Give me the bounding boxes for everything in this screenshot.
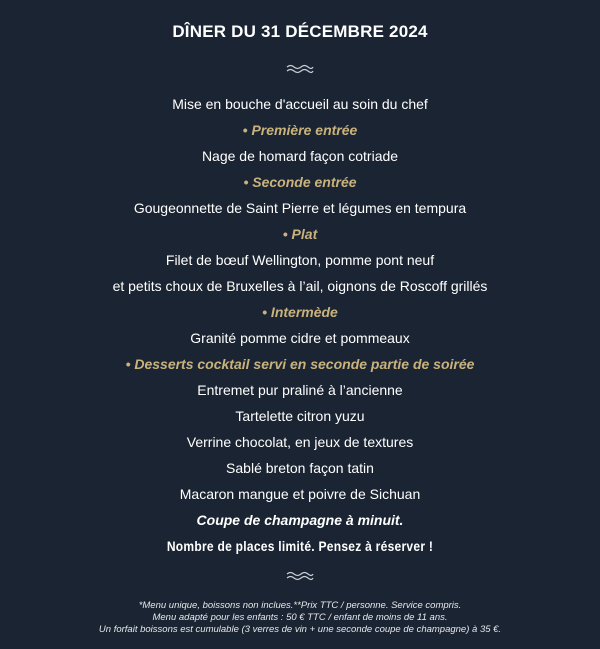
dessert-item: Sablé breton façon tatin: [226, 460, 374, 476]
champagne-note: Coupe de champagne à minuit.: [196, 512, 404, 528]
footnote-line-3: Un forfait boissons est cumulable (3 verres de vin + une seconde coupe de champagne) à 35 €.: [98, 624, 502, 635]
amuse-bouche: Mise en bouche d'accueil au soin du chef: [172, 96, 428, 112]
main-dish-line-2: et petits choux de Bruxelles à l’ail, oignons de Roscoff grillés: [112, 278, 488, 294]
dessert-item: Entremet pur praliné à l’ancienne: [197, 382, 403, 398]
main-dish-line-1: Filet de bœuf Wellington, pomme pont neuf: [165, 252, 435, 268]
dessert-item: Tartelette citron yuzu: [235, 408, 365, 424]
second-course-dish: Gougeonnette de Saint Pierre et légumes en tempura: [133, 200, 467, 216]
wave-divider-icon: [286, 571, 314, 581]
wave-divider-icon: [286, 64, 314, 74]
interlude-dish: Granité pomme cidre et pommeaux: [190, 330, 410, 346]
desserts-label: • Desserts cocktail servi en seconde partie de soirée: [125, 356, 475, 372]
footnote-line-2: Menu adapté pour les enfants : 50 € TTC / enfant de moins de 11 ans.: [152, 612, 448, 623]
second-course-label: • Seconde entrée: [243, 174, 357, 190]
first-course-dish: Nage de homard façon cotriade: [201, 148, 399, 164]
dessert-item: Verrine chocolat, en jeux de textures: [186, 434, 414, 450]
first-course-label: • Première entrée: [242, 122, 358, 138]
menu-title: DÎNER DU 31 DÉCEMBRE 2024: [172, 22, 428, 41]
limited-seats-note: Nombre de places limité. Pensez à réserver !: [166, 538, 434, 554]
interlude-label: • Intermède: [262, 304, 338, 320]
footnote-line-1: *Menu unique, boissons non inclues.**Prix TTC / personne. Service compris.: [138, 600, 462, 611]
main-course-label: • Plat: [282, 226, 318, 242]
dessert-item: Macaron mangue et poivre de Sichuan: [179, 486, 421, 502]
